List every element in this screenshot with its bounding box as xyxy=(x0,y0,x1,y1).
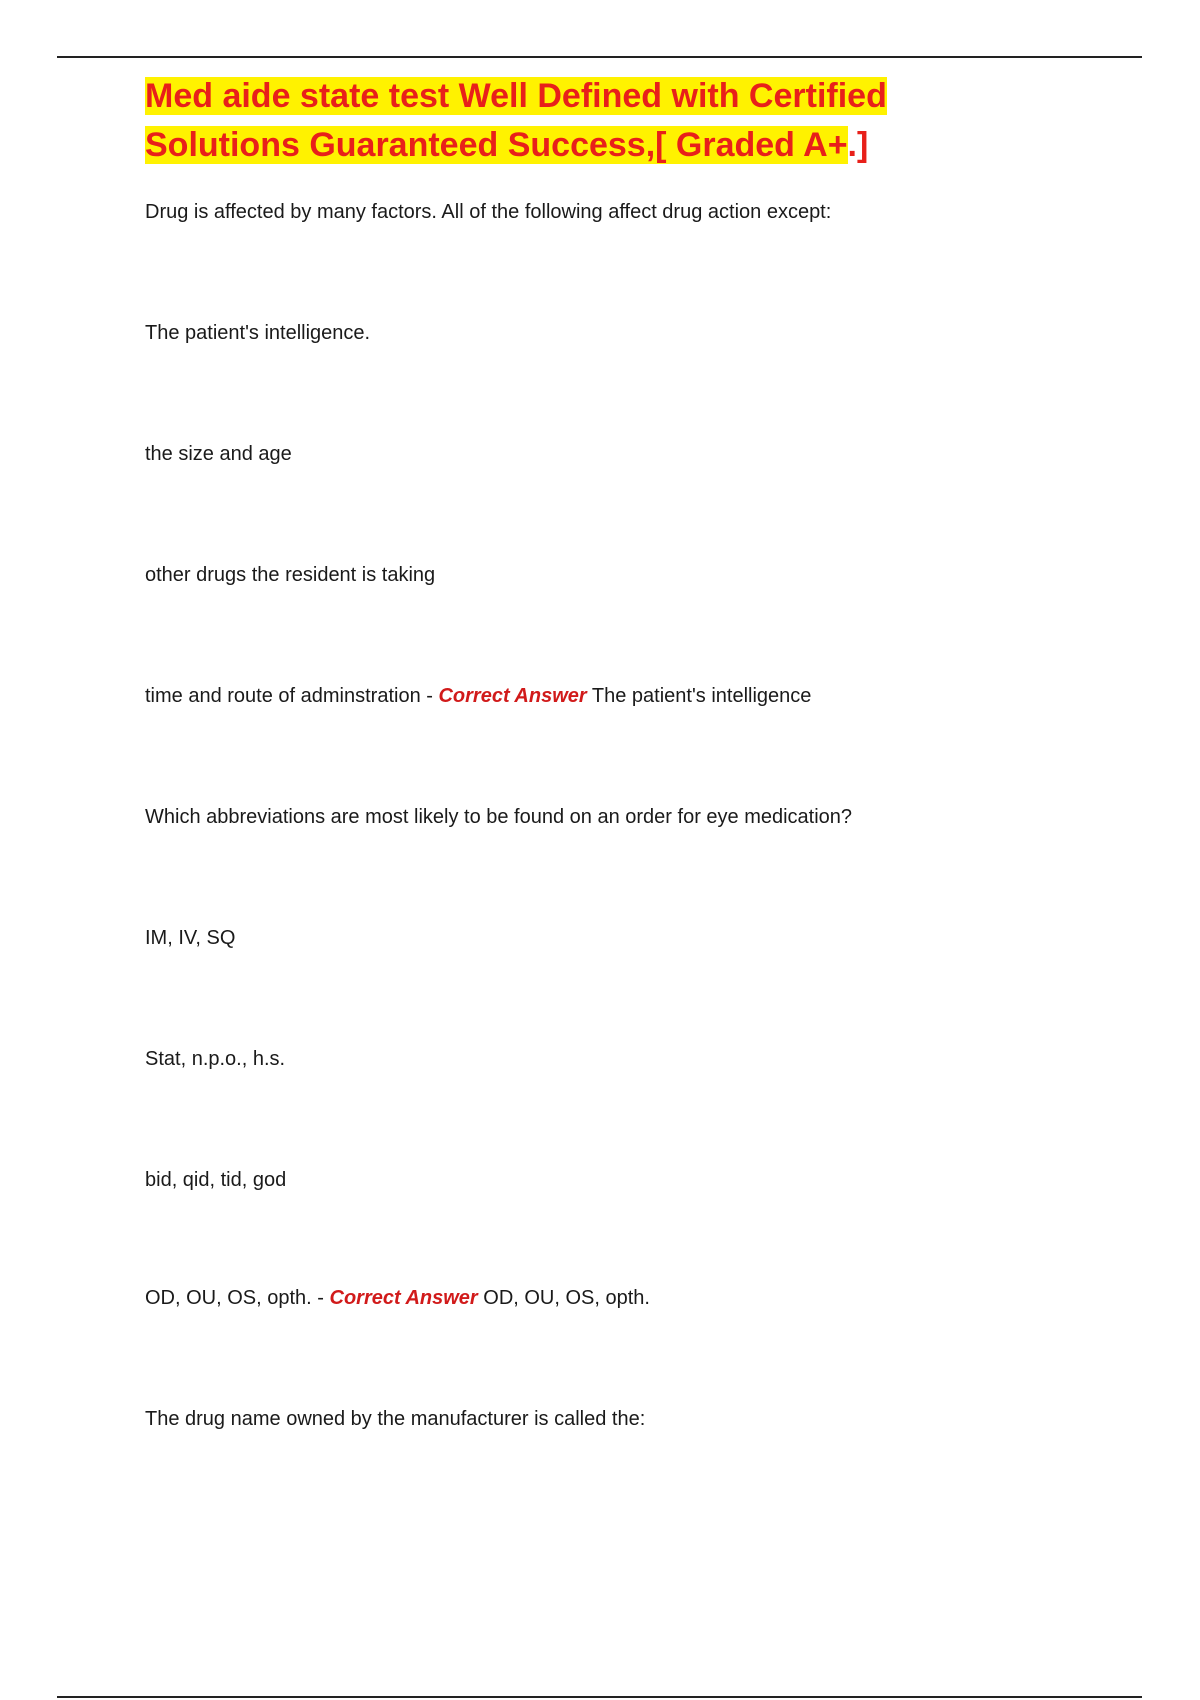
option-line: Stat, n.p.o., h.s. xyxy=(145,1048,286,1070)
answer-text: The patient's intelligence xyxy=(586,685,812,707)
answer-prefix: OD, OU, OS, opth. - xyxy=(145,1287,330,1309)
title-line-2-tail: .] xyxy=(847,126,869,164)
option-line: the size and age xyxy=(145,443,292,465)
question-1: Drug is affected by many factors. All of the following affect drug action except: xyxy=(145,201,832,223)
correct-answer-tag: Correct Answer xyxy=(438,685,587,707)
option-line: The patient's intelligence. xyxy=(145,322,371,344)
title-line-2-text: Solutions Guaranteed Success,[ Graded A+ xyxy=(145,126,848,164)
bottom-rule xyxy=(57,1696,1142,1698)
title-line-1 xyxy=(145,77,887,115)
document-title xyxy=(145,72,1045,170)
correct-answer-tag: Correct Answer xyxy=(329,1287,478,1309)
answer-prefix: time and route of adminstration - xyxy=(145,685,439,707)
option-line: IM, IV, SQ xyxy=(145,927,236,949)
option-line: bid, qid, tid, god xyxy=(145,1169,287,1191)
title-line-2 xyxy=(145,126,868,164)
answer-text: OD, OU, OS, opth. xyxy=(477,1287,650,1309)
title-line-1-text: Med aide state test Well Defined with Certified xyxy=(145,77,887,115)
top-rule xyxy=(57,56,1142,58)
option-line: other drugs the resident is taking xyxy=(145,564,436,586)
answer-line-2 xyxy=(145,1285,650,1311)
question-3: The drug name owned by the manufacturer is called the: xyxy=(145,1408,646,1430)
question-2: Which abbreviations are most likely to be found on an order for eye medication? xyxy=(145,806,853,828)
answer-line-1 xyxy=(145,683,811,709)
